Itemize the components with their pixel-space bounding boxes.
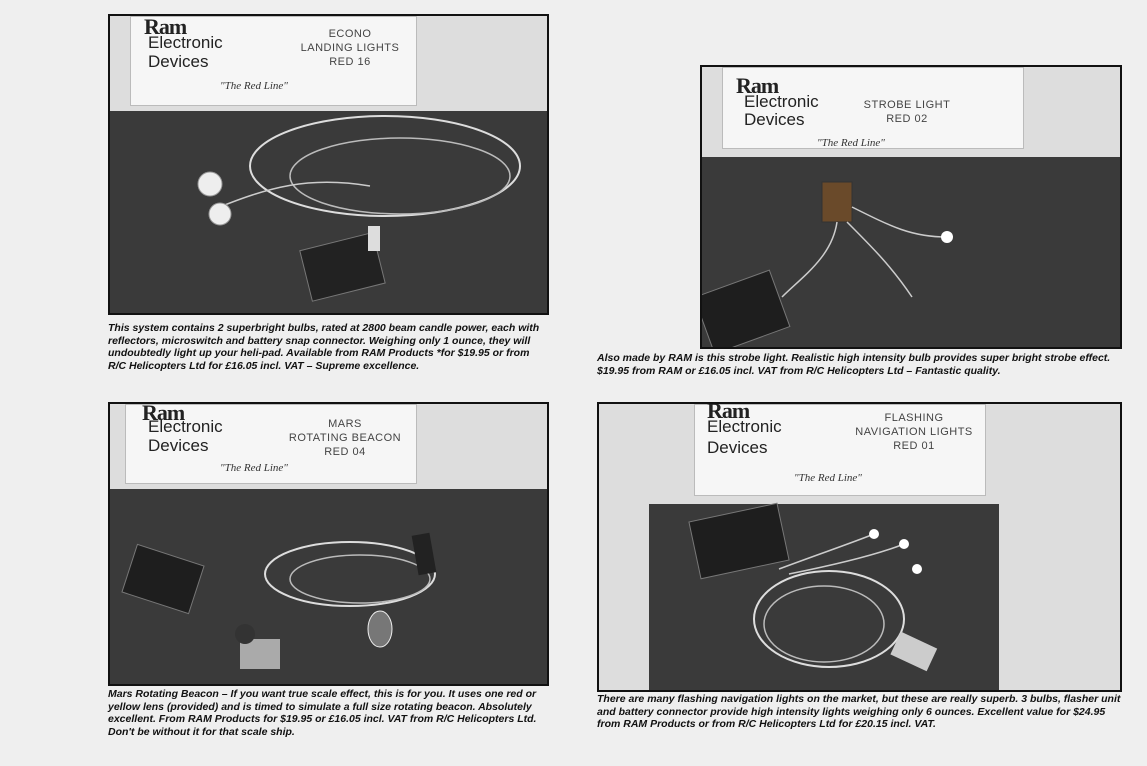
product-name-line1: FLASHING bbox=[884, 412, 944, 424]
product-name-line3: RED 04 bbox=[324, 446, 366, 458]
photo-4-illustration bbox=[599, 404, 1120, 690]
caption-mars-rotating-beacon: Mars Rotating Beacon – If you want true scale effect, this is for you. It uses one red or yellow lens (provided) and is timed to simulate a full size rotating beacon. Absolutely excellent. From RAM Products for $19.95 or £16.05 incl. VAT from R/C Helicopters Ltd. Don't be without it for that scale ship. bbox=[108, 688, 537, 738]
logo-devices: Devices bbox=[148, 436, 209, 455]
ram-logo: Ram bbox=[144, 14, 187, 39]
logo-electronic: Electronic bbox=[148, 417, 223, 436]
caption-strobe-light: Also made by RAM is this strobe light. Realistic high intensity bulb provides super bright strobe effect. $19.95 from RAM or £16.05 incl. VAT from R/C Helicopters Ltd – Fantastic quality. bbox=[597, 352, 1111, 377]
photo-mars-rotating-beacon bbox=[108, 402, 549, 686]
logo-electronic: Electronic bbox=[148, 33, 223, 52]
logo-devices: Devices bbox=[148, 52, 209, 71]
photo-3-illustration bbox=[110, 404, 547, 684]
product-name-line2: LANDING LIGHTS bbox=[300, 42, 400, 54]
ram-logo: Ram bbox=[707, 402, 750, 423]
product-name-line2: ROTATING BEACON bbox=[288, 432, 402, 444]
product-name-line2: NAVIGATION LIGHTS bbox=[855, 426, 973, 438]
product-name-line1: STROBE LIGHT bbox=[863, 99, 951, 111]
ram-logo: Ram bbox=[736, 73, 779, 98]
photo-2-illustration bbox=[702, 67, 1120, 347]
product-name-line2: RED 02 bbox=[886, 113, 928, 125]
product-name-line1: ECONO bbox=[328, 28, 372, 40]
ram-logo: Ram bbox=[142, 402, 185, 425]
logo-tagline: "The Red Line" bbox=[817, 137, 885, 149]
logo-devices: Devices bbox=[744, 110, 805, 129]
product-name-line3: RED 16 bbox=[329, 56, 371, 68]
logo-tagline: "The Red Line" bbox=[220, 80, 288, 92]
logo-tagline: "The Red Line" bbox=[220, 462, 288, 474]
caption-flashing-navigation-lights: There are many flashing navigation lights on the market, but these are really superb. 3 bulbs, flasher unit and battery connector provide high intensity lights weighing only 6 ounces. Excellent value for $24.95 from RAM Products or from R/C Helicopters Ltd for £20.15 incl. VAT. bbox=[597, 693, 1121, 731]
logo-tagline: "The Red Line" bbox=[794, 472, 862, 484]
photo-1-illustration bbox=[110, 16, 547, 313]
logo-electronic: Electronic bbox=[707, 417, 782, 436]
caption-econo-landing-lights: This system contains 2 superbright bulbs, rated at 2800 beam candle power, each with reflectors, microswitch and battery snap connector. Weighing only 1 ounce, they will undoubtedly light up your heli-pad. Available from RAM Products *for $19.95 or from R/C Helicopters Ltd for £16.05 incl. VAT – Supreme excellence. bbox=[108, 322, 540, 372]
product-name-line1: MARS bbox=[328, 418, 362, 430]
photo-strobe-light bbox=[700, 65, 1122, 349]
logo-electronic: Electronic bbox=[744, 92, 819, 111]
product-name-line3: RED 01 bbox=[893, 440, 935, 452]
logo-devices: Devices bbox=[707, 438, 768, 457]
photo-econo-landing-lights bbox=[108, 14, 549, 315]
photo-flashing-navigation-lights bbox=[597, 402, 1122, 692]
